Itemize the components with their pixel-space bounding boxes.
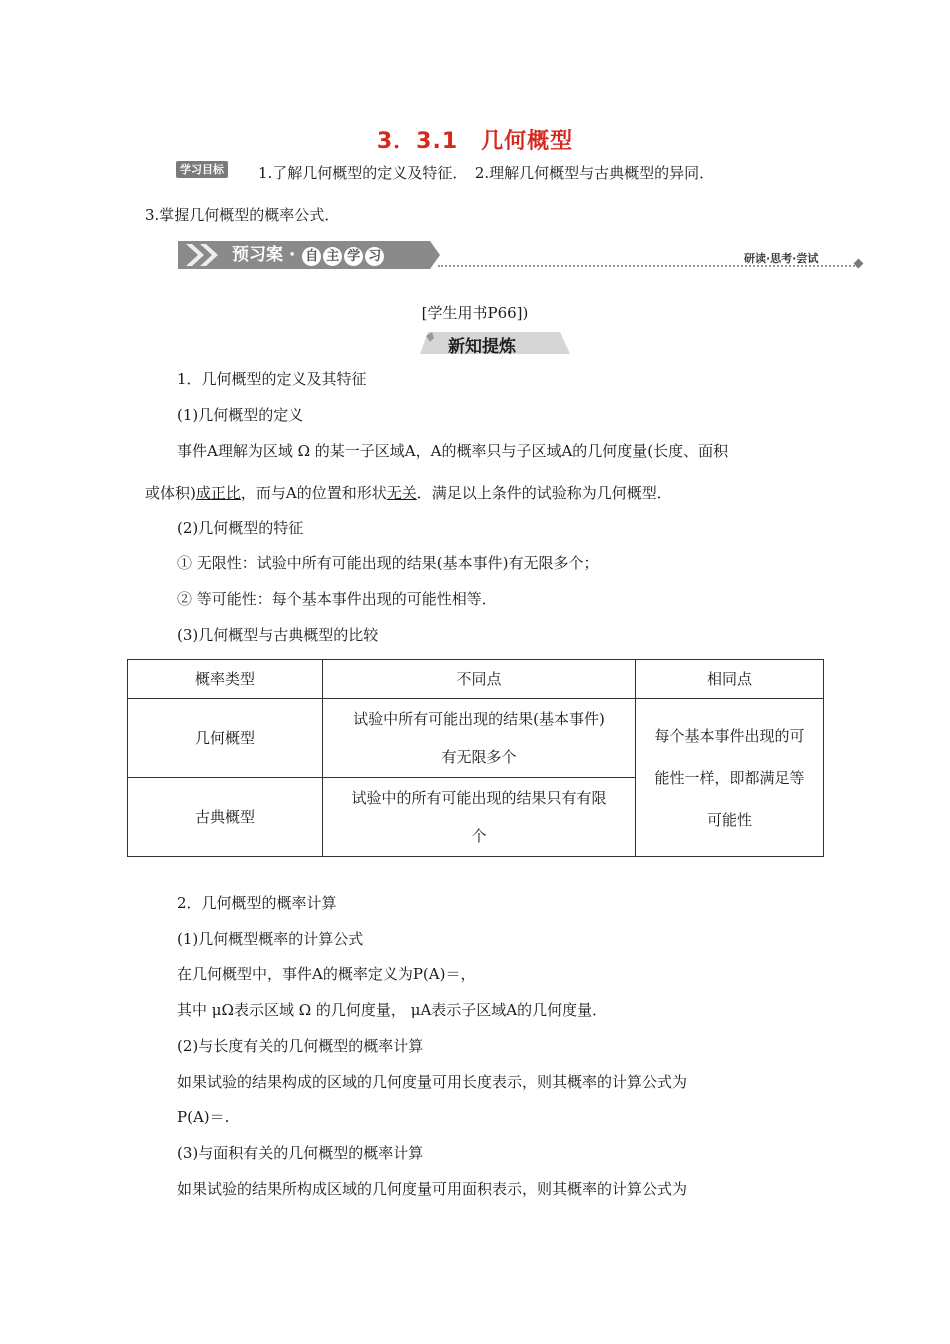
header-cell: 概率类型 (128, 660, 323, 699)
banner-char-3: 学 (344, 247, 363, 266)
row1-type: 几何概型 (128, 699, 323, 778)
row2-diff-line1: 试验中的所有可能出现的结果只有有限 (351, 789, 607, 807)
s1-sub3: (3)几何概型与古典概型的比较 (177, 626, 379, 644)
s1-p1-line1: 事件A理解为区域 Ω 的某一子区域A，A的概率只与子区域A的几何度量(长度、面积 (177, 442, 729, 460)
s1-p1-pre: 或体积) (145, 484, 196, 502)
s1-p1-post: ．满足以上条件的试验称为几何概型． (416, 484, 672, 502)
banner-part1: 预习案 (232, 245, 283, 265)
same-line3: 可能性 (706, 810, 752, 829)
row2-diff (323, 778, 636, 857)
same-line2: 能性一样，即都满足等 (654, 768, 805, 787)
same-line1: 每个基本事件出现的可 (654, 726, 805, 745)
s1-feature-1: ① 无限性：试验中所有可能出现的结果(基本事件)有无限多个； (177, 554, 599, 572)
objectives-tag: 学习目标 (176, 161, 228, 178)
s1-feature-2: ② 等可能性：每个基本事件出现的可能性相等． (177, 590, 497, 608)
s1-heading: 1．几何概型的定义及其特征 (177, 370, 367, 388)
page-title: 3．3.1 几何概型 (376, 129, 574, 154)
s1-p1-line2 (145, 483, 672, 503)
banner-dot: · (288, 245, 296, 265)
row1-diff (323, 699, 636, 778)
same-cell (636, 699, 824, 857)
table-header-row (128, 660, 824, 699)
s1-p1-mid: ，而与A的位置和形状 (240, 484, 387, 502)
banner-char-1: 自 (302, 247, 321, 266)
objectives-line-1: 1.了解几何概型的定义及特征． 2.理解几何概型与古典概型的异同． (258, 164, 715, 182)
s2-p2: 其中 μΩ表示区域 Ω 的几何度量， μA表示子区域A的几何度量． (177, 1001, 608, 1019)
s1-p1-underline-1: 成正比 (195, 484, 241, 502)
row2-diff-line2: 个 (471, 827, 487, 845)
banner-title (232, 244, 385, 266)
banner-char-4: 习 (365, 247, 384, 266)
s2-p4: P(A)＝. (177, 1108, 230, 1126)
objectives-line-2: 3.掌握几何概型的概率公式． (145, 206, 340, 224)
s2-p3: 如果试验的结果构成的区域的几何度量可用长度表示，则其概率的计算公式为 (177, 1073, 688, 1091)
s2-p1: 在几何概型中，事件A的概率定义为P(A)＝， (177, 965, 476, 983)
s2-heading: 2．几何概型的概率计算 (177, 894, 337, 912)
s1-sub2: (2)几何概型的特征 (177, 519, 304, 537)
header-cell: 相同点 (636, 660, 824, 699)
table-row (128, 699, 824, 778)
s1-sub1: (1)几何概型的定义 (177, 406, 304, 424)
book-reference: [学生用书P66]) (421, 304, 529, 322)
s2-sub1: (1)几何概型概率的计算公式 (177, 930, 364, 948)
banner-right-label: 研读·思考·尝试 (744, 252, 819, 265)
row1-diff-line2: 有无限多个 (441, 748, 517, 766)
s1-p1-underline-2: 无关 (386, 484, 417, 502)
banner-char-2: 主 (323, 247, 342, 266)
row2-type: 古典概型 (128, 778, 323, 857)
section-heading: 新知提炼 (448, 337, 516, 357)
comparison-table (127, 659, 824, 857)
header-cell: 不同点 (323, 660, 636, 699)
s2-p5: 如果试验的结果所构成区域的几何度量可用面积表示，则其概率的计算公式为 (177, 1180, 688, 1198)
s2-sub2: (2)与长度有关的几何概型的概率计算 (177, 1037, 424, 1055)
s2-sub3: (3)与面积有关的几何概型的概率计算 (177, 1144, 424, 1162)
row1-diff-line1: 试验中所有可能出现的结果(基本事件) (353, 710, 605, 728)
